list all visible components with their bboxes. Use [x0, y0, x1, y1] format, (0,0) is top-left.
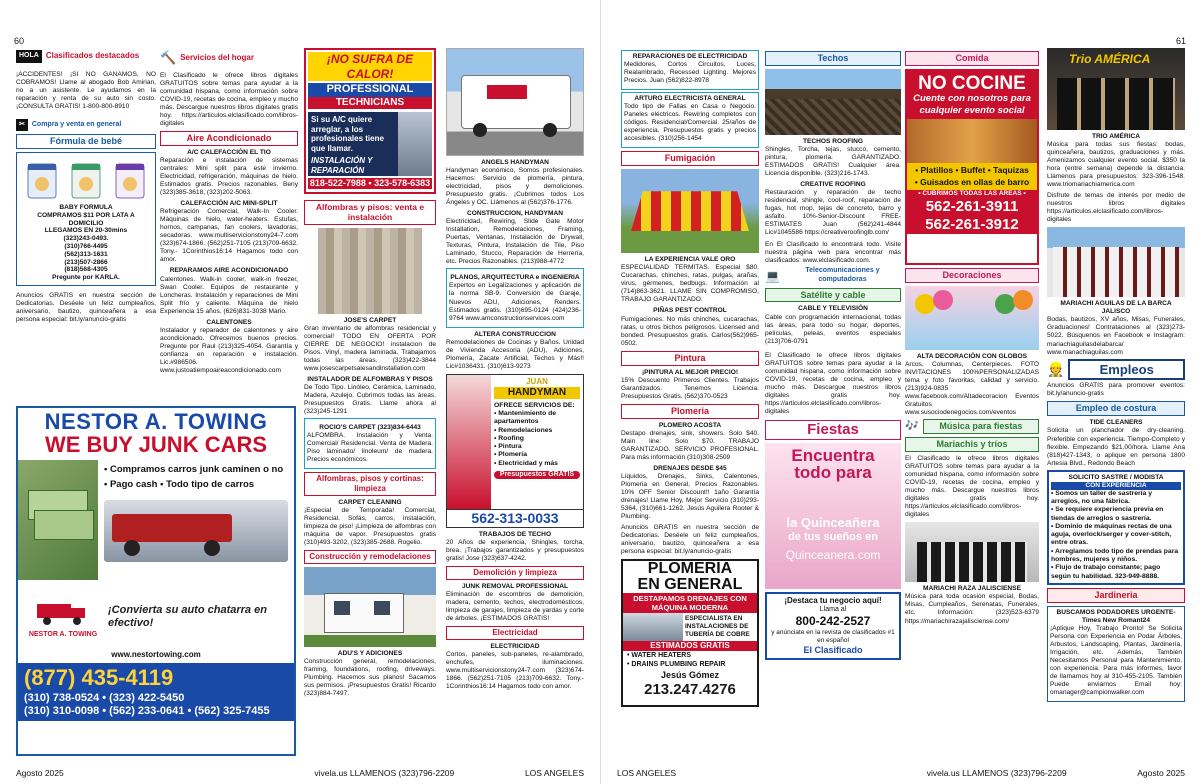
empleos-header [1047, 359, 1185, 381]
footer-city: LOS ANGELES [617, 768, 677, 778]
comida-header: Comida [905, 51, 1039, 66]
techos-header: Techos [765, 51, 901, 66]
right-col-4 [1047, 48, 1185, 704]
cocine-l5: • CUBRIMOS TODAS LAS ÁREAS • [907, 190, 1037, 198]
ad-title: CABLE Y TELEVISIÓN [798, 305, 868, 313]
ad-title: ARTURO ELECTRICISTA GENERAL [634, 95, 746, 103]
footer-site: vivela.us LLAMENOS (323)796-2209 [926, 768, 1067, 778]
nestor-phone-3: (310) 310-0098 • (562) 233-0641 • (562) 325-7455 [24, 705, 270, 718]
ad-body: Destapo drenajes, sink, showers. Solo $40. Main line: Solo $70. TRABAJO GARANTIZADO. SERVICIO PROFESIONAL. Para más información (310)308-2509 [621, 429, 759, 461]
plom-l2: EN GENERAL [637, 576, 743, 594]
page-number: 60 [14, 36, 25, 46]
nestor-phones [18, 663, 294, 721]
ad-body: Fumigaciones. No más chinches, cucarachas, ratas, u otros bichos peligrosos. Licensed and bonded. Presupuestos gratis. Carlos(562)965-0502. [621, 315, 759, 347]
arturo-box [621, 92, 759, 148]
ad-title: BUSCAMOS PODADORES URGENTE-Times New Romant24 [1056, 608, 1176, 624]
hammer-icon: 🔨 [160, 50, 177, 65]
clasificados-header [16, 50, 156, 63]
ad-body: ¡Especial de Temporada! Comercial, Residencial. Sofás, carros, instalación, limpieza de piso! ¡Limpieza de alfombras con máquina de vapor. Presupuestos gratis (310)493-3202, (323)385-2688. Rogelio. [304, 506, 436, 546]
sufra-body [308, 112, 432, 176]
juan-handyman-ad [446, 374, 584, 510]
formula-can-icon [70, 160, 102, 200]
right-col-3 [905, 48, 1039, 628]
disfrute-text: Disfrute de temas de interés por medio de nuestros libros digitales https://articulos.elclasificado.com/libros-digitales [1047, 192, 1185, 224]
nestor-line-2: • Pago cash • Todo tipo de carros [104, 478, 255, 490]
computer-icon: 💻 [765, 268, 780, 283]
juan-badge: Presupuestos GRATIS [494, 471, 580, 480]
trio-america-image [1047, 48, 1185, 130]
mariachi-aguilas-image [1047, 227, 1185, 297]
nestor-slogan: WE BUY JUNK CARS [44, 432, 268, 458]
ad-body: Construcción general, remodelaciones, framing, foundations, roofing, driveways. Plumbing. Hacemos sus planos! Sacamos sus permisos. ¡Presupuestos Gratis! Ricardo (323)884-7497. [304, 657, 436, 697]
destaca-l2: Llama al [819, 605, 847, 613]
plom-l5: ESTIMADOS GRATIS [623, 641, 757, 651]
balloons-image [905, 286, 1039, 350]
musica-title: Música para fiestas [923, 419, 1039, 434]
ad-title: TRABAJOS DE TECHO [478, 530, 552, 538]
no-cocine-ad [905, 69, 1039, 265]
ad-title: ALTA DECORACIÓN CON GLOBOS [916, 352, 1028, 360]
nestor-mid-row [18, 584, 294, 650]
ad-body: 20 Años de experiencia, Shingles, torcha, brea. ¡Trabajos garantizados y presupuestos gratis! Jose (323)637-4242. [446, 538, 584, 562]
quince-l3: la Quinceañera [786, 515, 880, 531]
ad-title: JOSE'S CARPET [343, 316, 397, 324]
ad-body: Reparación e instalación de sistemas centrales: Mini split para este invierno. Electricidad, refrigeración, máquinas de hielo. Estimados gratis. Precios razonables. Beny (323)385-3618, (323)202-5063. [160, 157, 298, 197]
ad-body: Cable con programación internacional, todas las áreas, para todo su hogar, deportes, películas, peleas, eventos especiales (213)706-0791 [765, 313, 901, 345]
ad-body: 15% Descuento Primeros Clientes. Trabajos Garantizados. Tenemos Licencia. Presupuestos Gratis. (562)370-0523 [621, 376, 759, 400]
left-col-1 [16, 48, 156, 326]
ad-title: ¡PINTURA AL MEJOR PRECIO! [641, 368, 739, 376]
reparaciones-box [621, 50, 759, 90]
fumigacion-header: Fumigación [621, 151, 759, 166]
ad-body: Eliminación de escombros de demolición, madera, cemento, techos, electrodomésticos, limpieza de garajes, limpieza de yardas y corte de árboles. ¡ESTIMADOS GRATIS! [446, 590, 584, 622]
quince-l2: todo para [794, 463, 872, 483]
sastre-title: SOLICITO SASTRE / MODISTA [1068, 473, 1164, 481]
destaca-phone: 800-242-2527 [795, 614, 871, 629]
nestor-logo-text: NESTOR A. TOWING [28, 631, 98, 639]
sastre-item: • Flujo de trabajo constante; pago según tu habilidad. 323-949-8888. [1051, 564, 1161, 580]
destaca-ad [765, 592, 901, 660]
formula-cans [20, 160, 152, 200]
ad-body: Instalador y reparador de calentones y aire acondicionado. Ofrecemos buenos precios. Pregunte por Raul (213)325-4054. Garantía y confianza en reparación e instalación. Lic.#986506. www.justoatiempoaireacondicionado.com [160, 326, 298, 374]
aire-header: Aire Acondicionado [160, 131, 298, 146]
adu-house-image [304, 567, 436, 647]
construccion-header: Construcción y remodelaciones [304, 550, 436, 564]
cocine-l4: • Guisados en ollas de barro [907, 177, 1037, 189]
handyman-van-image [446, 48, 584, 156]
left-footer [16, 768, 584, 778]
nestor-phone-2: (310) 738-0524 • (323) 422-5450 [24, 691, 185, 704]
ad-title: INSTALADOR DE ALFOMBRAS Y PISOS [307, 375, 433, 383]
ad-body: Restauración y reparación de techo residencial, shingle, cool-roof, reparación de fugas, hot mop, tejas de concreto, barro y asfalto. 10%-Senior-Discount FREE-ESTIMATES Juan (562)241-4844 Lic#1045586 https://creativeroofinglb.com/ [765, 189, 901, 237]
sufra-text-2: INSTALACIÓN Y REPARACIÓN [311, 155, 373, 175]
plumber-image [623, 613, 683, 641]
ad-title: A/C CALEFACCIÓN EL TIO [187, 149, 271, 157]
ad-body: Expertos en Legalizaciones y aplicación de la norma SB-9. Conversión de Garaje, Nuevos ADU, Adiciones, Renders. Estimados gratis. (310)695-0124 (424)236-9764 www.amconstructionservices.com [449, 282, 581, 322]
nestor-web: www.nestortowing.com [111, 650, 201, 660]
sufra-phones: 818-522-7988 • 323-578-6383 [309, 177, 431, 188]
fumigation-tent-image [621, 169, 759, 253]
plom-l1: PLOMERIA [647, 560, 733, 578]
compra-logo-icon: ✂ [16, 119, 28, 132]
jardineria-header: Jardineria [1047, 588, 1185, 603]
ad-title: PIÑAS PEST CONTROL [653, 307, 727, 315]
right-col-1 [621, 48, 759, 707]
rocio-carpet-box [304, 418, 436, 469]
nestor-main-phone: (877) 435-4119 [24, 664, 174, 690]
tow-truck-image [104, 500, 288, 562]
right-col-2 [765, 48, 901, 660]
free-ads-text: Anuncios GRATIS en nuestra sección de Dedicatorias. Deséele un feliz cumpleaños, aniversario, bautizo, quinceañera a esa persona especial: bit.ly/anuncio-gratis [621, 524, 759, 556]
plom-phone: 213.247.4276 [644, 681, 736, 699]
ad-body: Handyman económico, Somos profesionales. Hacemos: Servicio de plomería, pintura, electricidad, pisos y demoliciones. Presupuesto gratis. ¡Cubrimos todos Los Ángeles y OC. Llámenos al (562)376-1776. [446, 167, 584, 207]
ad-title: TECHOS ROOFING [802, 137, 864, 145]
limpieza-header: Alfombras, pisos y cortinas: limpieza [304, 472, 436, 496]
footer-city: LOS ANGELES [524, 768, 584, 778]
plomeria-header: Plomeria [621, 404, 759, 419]
servicios-title: Servicios del hogar [180, 53, 254, 63]
baby-formula-ad [16, 152, 156, 286]
ad-body: Solicita un planchador de dry-cleaning. Preferible con experiencia. Tiempo-Completo y flexible. Empezando $21.00/hora. Llame Ana (818)427-1343, o aplique en persona 1800 Artesia Blvd., Redondo Beach [1047, 427, 1185, 467]
mariachis-header: Mariachis y tríos [905, 437, 1039, 452]
technician-image [398, 112, 432, 176]
juan-title-2: HANDYMAN [494, 387, 580, 399]
juan-item: • Electricidad y más [494, 459, 558, 467]
jardineria-box [1047, 606, 1185, 702]
ad-title: REPARAMOS AIRE ACONDICIONADO [169, 267, 289, 275]
musica-header [905, 419, 1039, 434]
destaca-brand: El Clasificado [803, 644, 863, 655]
truck-logo-icon [33, 594, 93, 628]
sastre-box [1047, 470, 1185, 585]
footer-date: Agosto 2025 [1137, 768, 1185, 778]
quince-brand: Quinceanera.com [785, 548, 881, 563]
mariachi-raza-image [905, 522, 1039, 582]
carpet-samples-image [318, 228, 422, 314]
plom-name: Jesús Gómez [660, 670, 720, 681]
page-number: 61 [1175, 36, 1186, 46]
ad-body: De Todo Tipo. Linóleo, Cerámica, Laminado, Madera, Azulejo. Cubrimos todas las áreas. Presupuestos Gratis. Llame ahora al (323)245-1291 [304, 383, 436, 416]
juan-item: • Mantenimiento de apartamentos [494, 409, 557, 426]
plomeria-general-ad [621, 559, 759, 707]
nestor-name: NESTOR A. TOWING [18, 410, 294, 433]
clasificados-text: ¡ACCIDENTES! ¡SI NO GANAMOS, NO COBRAMOS! Llame al abogado Bob Amirian, no a un asistente. Le ayudamos en la reparación y renta de su auto sin costo. ¡CONSULTA GRATIS! 1-800-800-8910 [16, 70, 156, 110]
juan-item: • Remodelaciones [494, 426, 553, 434]
juan-sub: OFRECE SERVICIOS DE: [494, 401, 575, 409]
trio-logo: Trio AMÉRICA [1069, 52, 1151, 66]
fiestas-header: Fiestas [765, 420, 901, 440]
formula-can-icon [114, 160, 146, 200]
ad-title: CONSTRUCCION, HANDYMAN [467, 210, 563, 218]
sufra-top: ¡NO SUFRA DE CALOR! [308, 52, 432, 81]
ad-body: Bodas, bautizos, XV años, Misas, Funerales, Graduaciones! Contrataciones al (323)273-5022. Búsquenos en Facebook e Instagram: mariachiaguilasdelabarca/ www.manachiaguilas.com [1047, 316, 1185, 356]
quince-l4: de tus sueños en [788, 531, 878, 544]
empleos-title: Empleos [1068, 359, 1185, 381]
cocine-l3: • Platillos • Buffet • Taquizas [907, 163, 1037, 177]
juan-handyman-body [491, 375, 583, 509]
nestor-top-row [18, 460, 294, 580]
right-footer [617, 768, 1185, 778]
sastre-item: • Somos un taller de sastrería y arreglos, no una fábrica. [1051, 489, 1152, 505]
left-col-2 [160, 48, 298, 396]
right-page [600, 0, 1200, 784]
satelite-header: Satélite y cable [765, 288, 901, 303]
cocine-p2: 562-261-3912 [907, 216, 1037, 234]
costura-header: Empleo de costura [1047, 401, 1185, 416]
ad-title: ADU'S Y ADICIONES [337, 649, 403, 657]
nestor-logo [18, 594, 108, 640]
ad-title: PLANOS, ARQUITECTURA e INGENIERIA [450, 274, 580, 282]
clasificados-title: Clasificados destacados [45, 51, 140, 61]
cocine-l2: Cuente con nosotros para cualquier evento social [913, 92, 1031, 116]
ad-title: TRIO AMÉRICA [1091, 133, 1141, 140]
servicios-header [160, 50, 298, 66]
sufra-brand-2: TECHNICIANS [308, 97, 432, 109]
cocine-top [907, 71, 1037, 119]
juan-item: • Plomería [494, 451, 527, 459]
telecom-title: Telecomunicaciones y computadoras [805, 267, 880, 283]
formula-header: Fórmula de bebé [16, 134, 156, 149]
cocine-l1: NO COCINE [918, 72, 1026, 94]
planos-box [446, 268, 584, 327]
ad-body: Refrigeración Comercial, Walk-In Cooler. Máquinas de hielo, water-heaters. Estufas, hornos, campanas, fan coolers, lavadoras, secadoras. www.multiservicionstony24-7.com (323)674-1866. (562)251-7105 (213)709-6632. Tony.- 1Corinthios16:14 Hagamos todo con amor. [160, 208, 298, 264]
ad-body: Medidores, Cortos Circuitos, Luces, Realambrado, Recessed Lighting. Mejores Precios. Juan (562)822-8978 [624, 61, 756, 85]
nestor-convert: ¡Convierta su auto chatarra en efectivo! [108, 603, 267, 630]
electricidad-header: Electricidad [446, 626, 584, 640]
ad-body: Música para todas sus fiestas: bodas, quinceañera, bautizos, graduaciones y más. Amenizamos cualquier evento social. $350 la hora (entre semana) depende la distancia. Llámenos para presupuestos: 323-396-1548. www.triomariachiamerica.com [1047, 141, 1185, 189]
worker-icon: 👷 [1047, 360, 1065, 377]
ad-body: ¡Aplique Hoy, Trabajo Pronto! Se Solicita Persona con Experiencia en Podar Árboles, Arbustos, Landscaping, Plantas, Jardinería, Irrigación, etc. Además, También Necesitamos Personal para Mantenimiento, con experiencia. Para más informes, favor de llamarnos hoy al 310-455-2105. También Puede enviarnos Email hoy: omanager@campionwalker.com [1050, 624, 1182, 697]
compra-title: Compra y venta en general [31, 120, 122, 128]
ad-title: ALTERA CONSTRUCCION [474, 330, 556, 338]
sastre-item: • Se requiere experiencia previa en tiendas de arreglos o sastrería. [1051, 506, 1164, 522]
ad-body: ALFOMBRA. Instalación y Venta. Comercial/ Residencial. Venta de Madera. Piso laminado/ linoleum/ de madera. Precios económicos. [307, 432, 433, 464]
plom-mid [623, 613, 757, 641]
ad-title: ROCIO'S CARPET (323)834-6443 [319, 424, 421, 432]
ad-body: Electricidad, Rewiring, Slide Gate Motor Installation, Remodelaciones, Framing, Puertas, Ventanas, Instalación de Drywall, Texturas, Pintura, Instalación de Tile, Piso Laminado, Stucco, Reparación de Herrería, etc. Precios Razonables. (213)988-4772 [446, 218, 584, 266]
ad-title: LA EXPERIENCIA VALE ORO [644, 256, 736, 264]
books-text: El Clasificado le ofrece libros digitales GRATUITOS sobre temas para ayudar a la comunidad hispana, como información sobre COVID-19, recetas de cocina, empleo y mucho más. Descargue nuestros libros digitales gratis hoy. https://articulos.elclasificado.com/libros-digitales [765, 351, 901, 415]
sastre-item: • Dominio de máquinas rectas de una aguja, overlock/serger y cover-stitch, entre otras. [1051, 522, 1172, 547]
destaca-l3: y anúnciate en la revista de clasificados #1 en español [771, 629, 895, 644]
ad-body: Shingles, Torcha, tejas, stucco, cemento, pintura, plomería. GARANTIZADO. ESTIMADOS GRATIS! Cualquier área. Licencia disponible. (323)216-1743. [765, 146, 901, 178]
empleos-free-text: Anuncios GRATIS para promover eventos: bit.ly/anuncio-gratis [1047, 382, 1185, 398]
ad-title: ELECTRICIDAD [490, 642, 540, 650]
formula-can-icon [26, 160, 58, 200]
ad-title: PLOMERO ACOSTA [658, 421, 722, 429]
pintura-header: Pintura [621, 351, 759, 366]
ad-title: ANGELS HANDYMAN [481, 159, 549, 166]
hola-logo: HOLA [16, 50, 42, 63]
juan-phone: 562-313-0033 [446, 510, 584, 528]
nestor-line-1: • Compramos carros junk caminen o no [104, 464, 284, 476]
telecom-header [765, 267, 901, 284]
ad-body: Líquidos, Drenajes, Sinks, Calentones, Plomeria en General, Precios Razonables. 10% OFF Senior Discount!! 1año Garantía drenajes! Llame Hoy, Mejor Servicio (310)293-5364, (310)661-1262. Jesús Aguilera Rooter & Plumbing. [621, 472, 759, 521]
food-image [907, 119, 1037, 163]
ad-body: Arcos, Columnas, Centerpieces. FOTO INVITACIONES 100%PERSONALIZADAS tema y foto favoritas, calidad y servicio. (213)924-0835 www.facebook.com/Altadecoracion Eventos Gratuitos www.susociodenegocios.com/eventos [905, 360, 1039, 417]
ad-body: Música para toda ocasión especial, Bodas, Misas, Cumpleaños, Serenatas, Funerales, etc. Información: (323)523-6379 https://mariachirazajalisciense.com/ [905, 593, 1039, 625]
ad-body: Calentones. Walk-in cooler, walk-in freezer, Swan Cooler. Equipos de restaurante y Loncheras. Instalación y reparaciones de Mini Split frío y caliente. Máquina de hielo Experiencia 15 años. (626)831-3038 Mario. [160, 275, 298, 315]
ad-title: CREATIVE ROOFING [800, 181, 866, 189]
quince-l1: Encuentra [791, 446, 875, 466]
plom-l6: • WATER HEATERS • DRAINS PLUMBING REPAIR [627, 651, 726, 668]
sastre-item: • Arreglamos todo tipo de prendas para hombres, mujeres y niños. [1051, 547, 1179, 563]
books-text: El Clasificado le ofrece libros digitales GRATUITOS sobre temas para ayudar a la comunidad hispana, como información sobre COVID-19, recetas de cocina, empleo y mucho más. Descargue nuestros libros digitales gratis hoy. https://articulos.elclasificado.com/libros-digitales [905, 455, 1039, 519]
ad-title: MARIACHI AGUILAS DE LA BARCA JALISCO [1060, 300, 1172, 316]
alfombras-header: Alfombras y pisos: venta e instalación [304, 200, 436, 225]
juan-title-1: JUAN [526, 376, 548, 386]
handyman-figure-image [447, 375, 491, 509]
juan-item: • Roofing [494, 434, 524, 442]
decoraciones-header: Decoraciones [905, 268, 1039, 283]
ad-body: Remodelaciones de Cocinas y Baños. Unidad de Vivienda Accesoria (ADU), Adiciones, Plomería, Zacate Artificial, Techos y Más!! Lic#1036431. (310)613-9273 [446, 338, 584, 370]
ad-title: CALEFACCIÓN A/C MINI-SPLIT [180, 200, 278, 208]
quinceanera-ad [765, 443, 901, 589]
ad-title: REPARACIONES DE ELECTRICIDAD [632, 53, 748, 60]
footer-site: vivela.us LLAMENOS (323)796-2209 [314, 768, 455, 778]
free-ads-text: Anuncios GRATIS en nuestra sección de Dedicatorias. Deséele un feliz cumpleaños, aniversario, bautizo, quinceañera a esa persona especial: bit.ly/anuncio-gratis [16, 291, 156, 323]
web-text: En El Clasificado lo encontrará todo. Visite nuestra página web para encontrar más clasificados: www.elclasificado.com. [765, 241, 901, 265]
ad-title: TIDE CLEANERS [1089, 419, 1143, 427]
roof-image [765, 69, 901, 135]
nestor-bullets [98, 460, 294, 580]
left-col-4 [446, 48, 584, 693]
plom-l3: DESTAPAMOS DRENAJES CON MÁQUINA MODERNA [623, 593, 757, 613]
sufra-brand-1: PROFESSIONAL [308, 83, 432, 96]
cash-image [18, 460, 98, 580]
left-col-3 [304, 48, 436, 700]
footer-date: Agosto 2025 [16, 768, 64, 778]
ad-title: CALENTONES [206, 318, 252, 326]
sufra-text: Si su A/C quiere arreglar, a los profesionales tiene que llamar. [311, 114, 384, 154]
ad-body: Todo tipo de Fallas en Casa o Negocio. Paneles eléctricos. Rewiring completos con códigos. Residencial/Comercial. 25/años de experiencia. Presupuestos gratis y precios accesibles. (310)256-1454 [624, 103, 756, 143]
cocine-p1: 562-261-3911 [907, 198, 1037, 216]
sufra-text-box [308, 112, 398, 176]
nestor-towing-ad [16, 406, 296, 756]
sufra-calor-ad [304, 48, 436, 194]
ad-title: JUNK REMOVAL PROFESSIONAL [462, 582, 568, 590]
music-icon: 🎶 [905, 419, 919, 432]
ad-body: ESPECIALIDAD TERMITAS. Especial $80. Cucarachas, chinches, ratas, pulgas, arañas, virus, gérmenes, bedbugs. Información al (714)863-3621. LLAME SIN COMPROMISO, TRABAJO GARANTIZADO. [621, 264, 759, 304]
juan-item: • Pintura [494, 443, 522, 451]
demolicion-header: Demolición y limpieza [446, 566, 584, 580]
plom-l4: ESPECIALISTA EN INSTALACIONES DE TUBERÍA DE COBRE [685, 615, 750, 639]
ad-body: Gran inventario de alfombras residencial y comercial! TODO EN OFERTA POR CIERRE DE NEGOCIO! instalacion de Pisos. Vinyl, madera laminada. Trabajamos todas las áreas. (323)422-3844 www.josescarpetsalesandinstallation.com [304, 324, 436, 372]
servicios-intro: El Clasificado le ofrece libros digitales GRATUITOS sobre temas para ayudar a la comunidad hispana, como información sobre COVID-19, recetas de cocina, empleo y mucho más. Descargue nuestros libros digitales gratis hoy. https://articulos.elclasificado.com/libros-digitales [160, 71, 298, 128]
baby-formula-text: BABY FORMULA COMPRAMOS $11 POR LATA A DOMICILIO LLEGAMOS EN 20-30mins (323)243-0493. (310)766-4495 (562)313-1631 (213)507-2866 (818)568-4305 Pregunte por KARLA. [37, 204, 135, 282]
ad-body: Cortos, paneles, sub-paneles, re-alambrado, enchufes, iluminaciones. www.multiservicionstony24-7.com (323)674-1866. (562)251-7105 (213)709-6632. Tony.- 1Corinthios16:14 Hagamos todo con amor. [446, 650, 584, 690]
sastre-sub: CON EXPERIENCIA [1051, 482, 1181, 490]
ad-title: CARPET CLEANING [338, 498, 402, 506]
destaca-l1: ¡Destaca tu negocio aquí! [784, 596, 882, 606]
compra-header [16, 119, 156, 132]
ad-title: DRENAJES DESDE $45 [653, 464, 727, 472]
ad-title: MARIACHI RAZA JALISCIENSE [923, 585, 1021, 593]
